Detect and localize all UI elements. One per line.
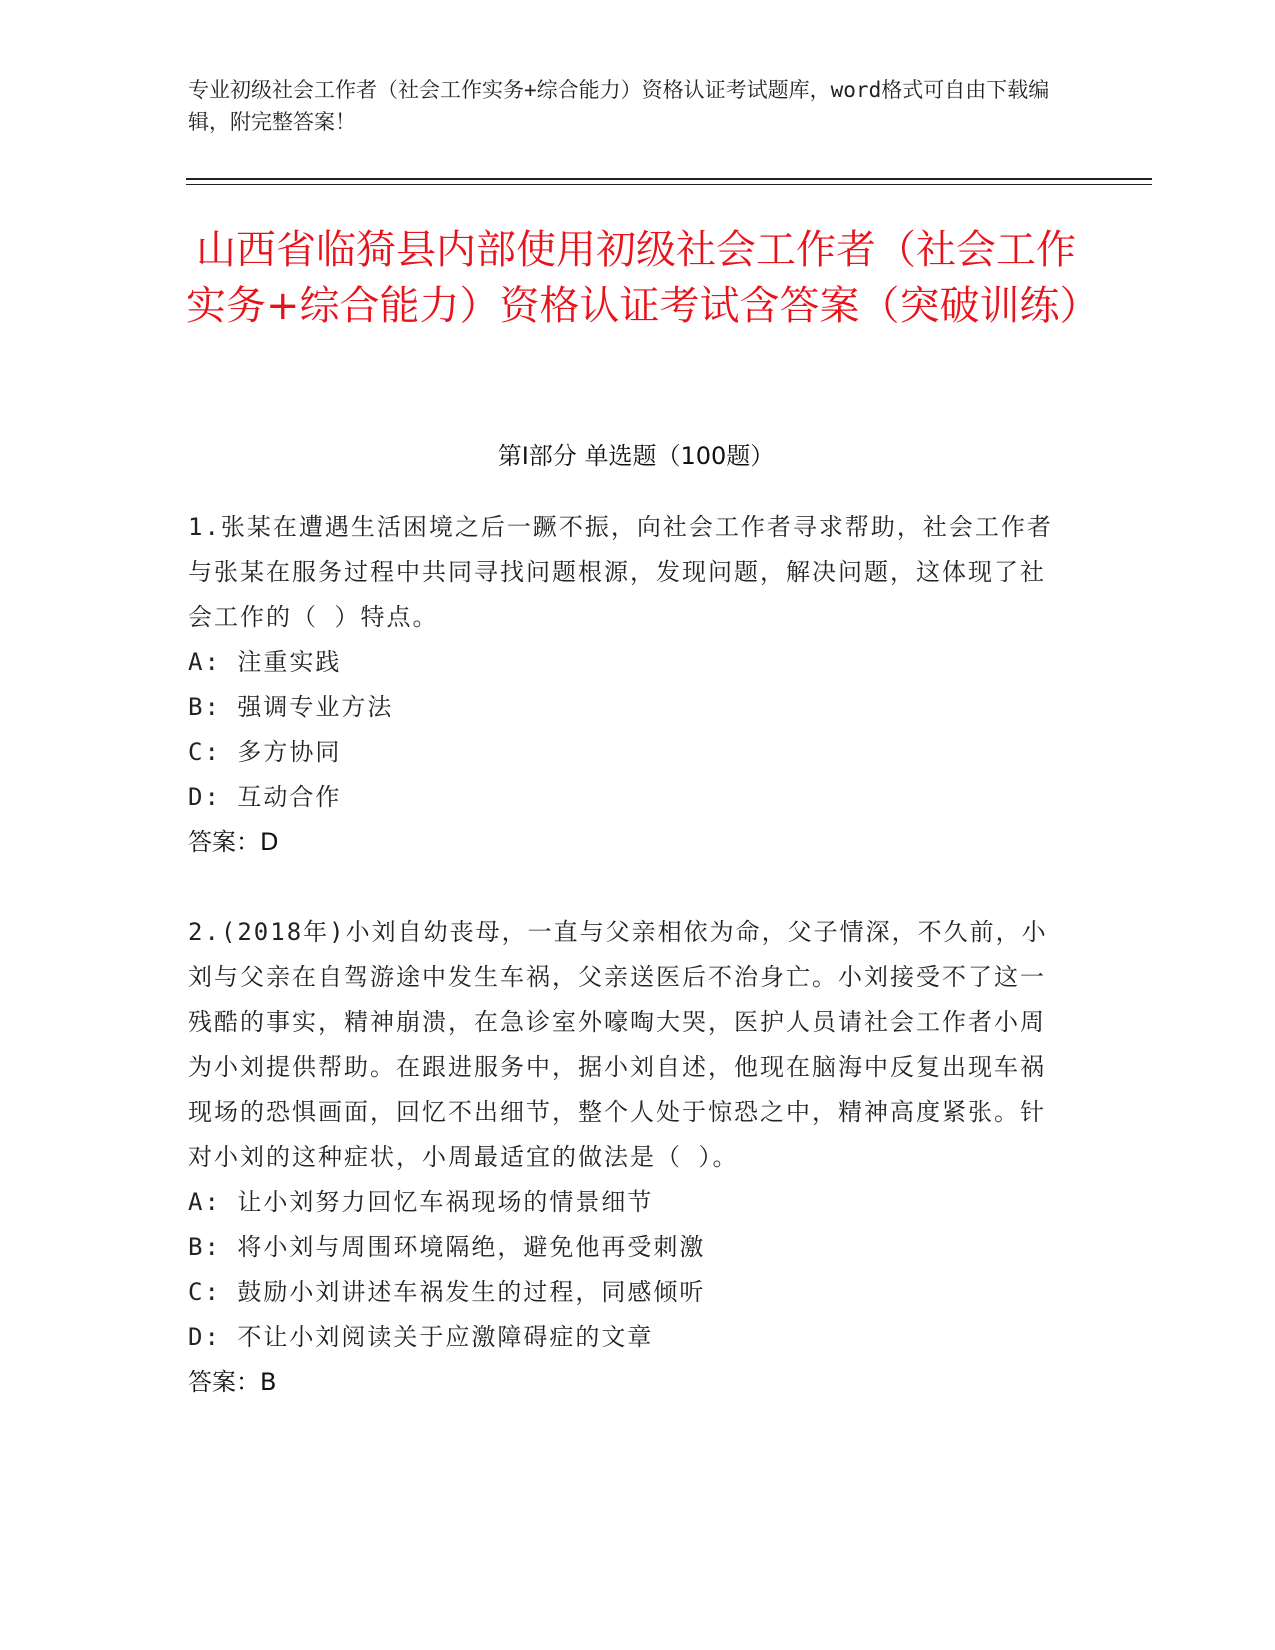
header-rule-thick: [186, 178, 1152, 180]
option-c: C: 多方协同: [188, 738, 342, 766]
option-c: C: 鼓励小刘讲述车祸发生的过程，同感倾听: [188, 1278, 706, 1306]
option-b: B: 将小刘与周围环境隔绝，避免他再受刺激: [188, 1233, 706, 1261]
answer: 答案：D: [188, 828, 279, 856]
question-stem: 1.张某在遭遇生活困境之后一蹶不振，向社会工作者寻求帮助，社会工作者与张某在服务过程中共同寻找问题根源，发现问题，解决问题，这体现了社会工作的（ ）特点。: [188, 513, 1053, 631]
option-b: B: 强调专业方法: [188, 693, 394, 721]
option-d: D: 互动合作: [188, 783, 342, 811]
question-stem: 2.(2018年)小刘自幼丧母，一直与父亲相依为命，父子情深，不久前，小刘与父亲在自驾游途中发生车祸，父亲送医后不治身亡。小刘接受不了这一残酷的事实，精神崩溃，在急诊室外嚎啕大哭，医护人员请社会工作者小周为小刘提供帮助。在跟进服务中，据小刘自述，他现在脑海中反复出现车祸现场的恐惧画面，回忆不出细节，整个人处于惊恐之中，精神高度紧张。针对小刘的这种症状，小周最适宜的做法是（ ）。: [188, 918, 1048, 1171]
header-note: 专业初级社会工作者（社会工作实务+综合能力）资格认证考试题库，word格式可自由下载编辑，附完整答案！: [188, 78, 1050, 134]
answer: 答案：B: [188, 1368, 277, 1396]
document-title: 山西省临猗县内部使用初级社会工作者（社会工作实务+综合能力）资格认证考试含答案（突破训练）: [186, 227, 1100, 329]
option-a: A: 让小刘努力回忆车祸现场的情景细节: [188, 1188, 654, 1216]
header-rule-thin: [186, 184, 1152, 185]
option-d: D: 不让小刘阅读关于应激障碍症的文章: [188, 1323, 654, 1351]
question-2: [188, 910, 1058, 1405]
option-a: A: 注重实践: [188, 648, 342, 676]
section-heading: 第Ⅰ部分 单选题（100题）: [497, 442, 775, 470]
question-1: [188, 505, 1058, 865]
